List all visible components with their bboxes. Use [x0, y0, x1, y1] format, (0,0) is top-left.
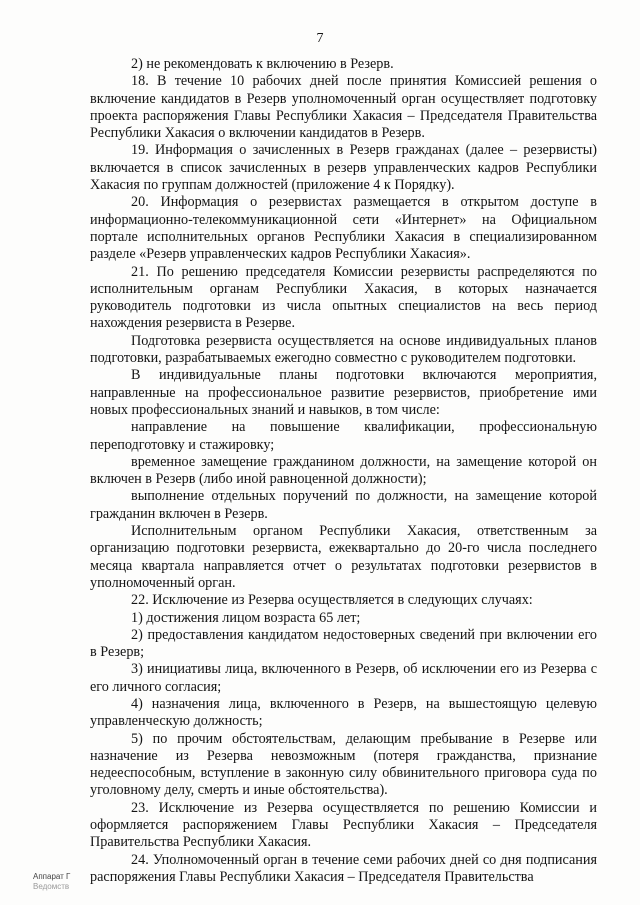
- footer-stamp: [33, 872, 70, 892]
- paragraph: 19. Информация о зачисленных в Резерв гражданах (далее – резервисты) включается в список зачисленных в резерв управленческих кадров Республики Хакасия по группам должностей (приложение 4 к Порядку).: [90, 142, 597, 194]
- paragraph: 5) по прочим обстоятельствам, делающим пребывание в Резерве или назначение из Резерва невозможным (потеря гражданства, признание недееспособным, вступление в законную силу обвинительного приговора суда по уголовному делу, смерть и иные обстоятельства).: [90, 730, 597, 799]
- paragraph: направление на повышение квалификации, профессиональную переподготовку и стажировку;: [90, 419, 597, 453]
- paragraph: 3) инициативы лица, включенного в Резерв, об исключении его из Резерва с его личного согласия;: [90, 661, 597, 695]
- paragraph: В индивидуальные планы подготовки включаются мероприятия, направленные на профессиональное развитие резервистов, приобретение ими новых профессиональных знаний и навыков, в том числе:: [90, 367, 597, 418]
- paragraph: 2) предоставления кандидатом недостоверных сведений при включении его в Резерв;: [90, 626, 597, 661]
- paragraph: 20. Информация о резервистах размещается в открытом доступе в информационно-телекоммуникационной сети «Интернет» на Официальном портале исполнительных органов Республики Хакасия в специализированном разделе «Резерв управленческих кадров Республики Хакасия».: [90, 194, 597, 263]
- paragraph: 23. Исключение из Резерва осуществляется по решению Комиссии и оформляется распоряжением Главы Республики Хакасия – Председателя Правительства Республики Хакасия.: [90, 799, 597, 851]
- document-body: [90, 56, 597, 886]
- paragraph: выполнение отдельных поручений по должности, на замещение которой гражданин включен в Резерв.: [90, 488, 597, 522]
- paragraph: 21. По решению председателя Комиссии резервисты распределяются по исполнительным органам Республики Хакасия, в которых назначается руководитель подготовки из числа опытных специалистов на весь период нахождения резервиста в Резерве.: [90, 263, 597, 332]
- paragraph: 4) назначения лица, включенного в Резерв, на вышестоящую целевую управленческую должность;: [90, 695, 597, 730]
- paragraph: Исполнительным органом Республики Хакасия, ответственным за организацию подготовки резервиста, ежеквартально до 20-го числа последнего месяца квартала направляется отчет о результатах подготовки резервистов в уполномоченный орган.: [90, 523, 597, 591]
- paragraph: 2) не рекомендовать к включению в Резерв.: [131, 56, 394, 72]
- page-number: 7: [316, 31, 324, 46]
- paragraph: временное замещение гражданином должности, на замещение которой он включен в Резерв (либо иной равноценной должности);: [90, 453, 597, 488]
- paragraph: 18. В течение 10 рабочих дней после принятия Комиссией решения о включение кандидатов в Резерв уполномоченный орган осуществляет подготовку проекта распоряжения Главы Республики Хакасия – Председателя Правительства Республики Хакасия о включении кандидатов в Резерв.: [90, 73, 597, 142]
- paragraph: 1) достижения лицом возраста 65 лет;: [131, 609, 361, 626]
- footer-line: Аппарат Г: [33, 872, 71, 881]
- paragraph: 22. Исключение из Резерва осуществляется в следующих случаях:: [131, 592, 533, 609]
- paragraph: 24. Уполномоченный орган в течение семи рабочих дней со дня подписания распоряжения Главы Республики Хакасия – Председателя Правительства: [90, 851, 597, 885]
- footer-line: Ведомств: [33, 882, 70, 891]
- paragraph: Подготовка резервиста осуществляется на основе индивидуальных планов подготовки, разрабатываемых ежегодно совместно с руководителем подготовки.: [90, 332, 597, 367]
